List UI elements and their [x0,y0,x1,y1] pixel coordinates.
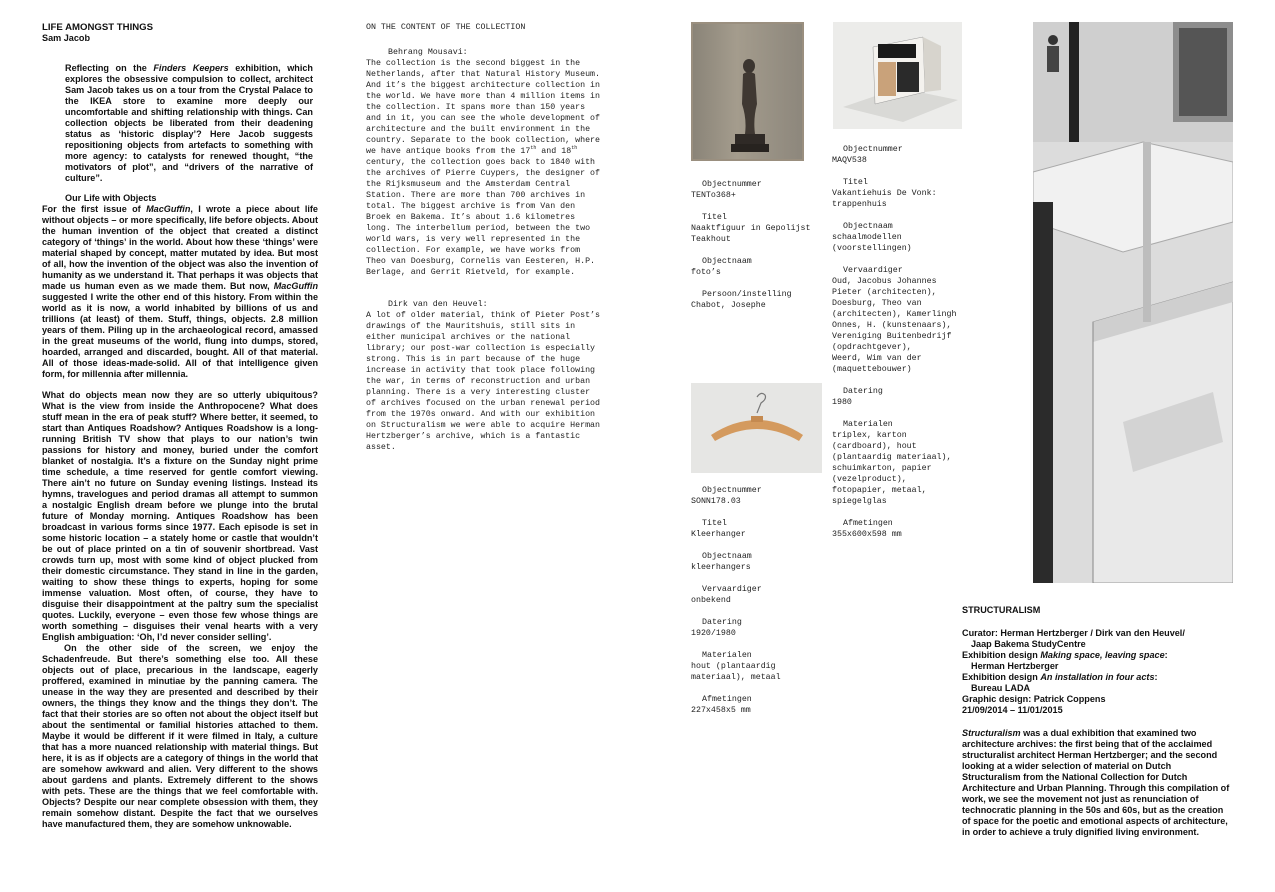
curator-line-cont: Jaap Bakema StudyCentre [971,639,1086,649]
article-intro [65,63,313,184]
design1-prefix: Exhibition design [962,650,1041,660]
design-line-1 [962,650,1232,661]
cat-value: TENTo368+ [691,191,736,200]
catalogue-item-2 [691,474,826,716]
exhibition-figure [1033,22,1233,583]
curator-line: Curator: Herman Hertzberger / Dirk van den Heuvel/ [962,628,1185,638]
cat-label: Titel [702,213,727,222]
description-text: was a dual exhibition that examined two architecture archives: the first being that of the acclaimed structuralist architect Herman Hertzberger; and the second looking at a wider selection of material on Dutch Structuralism from the National Collection for Dutch Architecture and Urban Planning. Through this compilation of work, we see the movement not just as renunciation of technocratic planning in the 50s and 60s, but as the creation of space for the poetic and emotional aspects of architecture, in order to achieve a truly dignified living environment. [962,728,1230,837]
article-title: LIFE AMONGST THINGS [42,22,154,33]
sculpture-photo [691,22,804,161]
cat-value: hout (plantaardig materiaal), metaal [691,662,781,682]
intro-text-rest: exhibition, which explores the obsessive compulsion to collect, architect Sam Jacob takes us on a tour from the Crystal Palace to the IKEA store to examine more deeply our uncomfortable and shifting relationship with things. Can collection objects be liberated from their deadening status as ‘historic display’? Here Jacob suggests repositioning objects from artefacts to something with more agency: to catalysts for renewed thought, “the motivators of plot”, and “drivers of the narrative of culture”. [65,63,313,183]
article-column [42,22,318,830]
cat-label: Titel [702,519,727,528]
cat-value: MAQV538 [832,156,867,165]
graphic-design-line: Graphic design: Patrick Coppens [962,694,1106,704]
cat3-field-4 [832,265,977,375]
cat-value: schaalmodellen (voorstellingen) [832,233,912,253]
answer1-text-c: century, the collection goes back to 1840 with the archives of Pierre Cuypers, the designer of the Rijksmuseum and the Amsterdam Central Station. There are more than 700 archives in total. The biggest archive is from Van den Broek en Bakema. It’s about 1.6 kilometres long. The interbellum period, between the two world wars, is very well represented in the collection. For example, we have works from Theo van Doesburg, Cornelis van Eesteren, H.P. Berlage, and Gerrit Rietveld, for example. [366,147,605,277]
cat-label: Vervaardiger [702,585,762,594]
cat2-field-6 [691,650,826,683]
p1-text-c: suggested I write the other end of this history. From within the world as it is now, a world inhabited by billions of us and trillions (at least) of them. Stuff, things, objects. 2.8 million years of them. Piling up in the archaeological record, amassed in the great museums of the world, flung into dumps, stored, hoarded, arranged and discarded, bought. All of that material. All of those ideas-made-solid. All of that intelligence given form, for millennia after millennia. [42,292,318,379]
speaker-2: Dirk van den Heuvel: [388,300,488,309]
cat-value: Oud, Jacobus Johannes Pieter (architecten), Doesburg, Theo van (architecten), Kamerlingh Onnes, H. (kunstenaars), Vereniging Buitenbedrijf (opdrachtgever), Weerd, Wim van der (maquettebouwer) [832,277,957,374]
speaker-1: Behrang Mousavi: [388,48,468,57]
cat3-field-7 [832,518,977,540]
intro-emphasis: Finders Keepers [153,63,229,73]
cat-label: Objectnaam [702,257,752,266]
cat-value: Chabot, Josephe [691,301,766,310]
cat1-field-4 [691,289,826,311]
cat-value: Vakantiehuis De Vonk: trappenhuis [832,189,937,209]
answer1-text-b: and 18 [536,147,572,156]
p1-text-a: For the first issue of [42,204,147,214]
design2-prefix: Exhibition design [962,672,1041,682]
design-name-2: Bureau LADA [971,683,1031,693]
cat2-field-4 [691,584,826,606]
sup-th-2: th [571,145,578,152]
cat2-field-2 [691,518,826,540]
cat-value: Kleerhanger [691,530,746,539]
catalogue-item-1 [691,168,826,311]
cat-label: Objectnaam [843,222,893,231]
cat-label: Materialen [702,651,752,660]
article-author: Sam Jacob [42,33,91,43]
design-name-1: Herman Hertzberger [971,661,1059,671]
interview-answer-1 [366,58,605,278]
cat-value: triplex, karton (cardboard), hout (plantaardig materiaal), schuimkarton, papier (vezelproduct), fotopapier, metaal, spiegelglas [832,431,952,506]
architecture-model-photo [833,22,962,129]
cat1-field-3 [691,256,826,278]
cat3-field-5 [832,386,977,408]
design2-emphasis: An installation in four acts [1040,672,1155,682]
exhibition-title: STRUCTURALISM [962,605,1041,615]
sculpture-figure [693,24,804,161]
cat-label: Vervaardiger [843,266,903,275]
cat3-field-3 [832,221,977,254]
model-figure [833,22,962,129]
design1-emphasis: Making space, leaving space [1040,650,1165,660]
p1-emphasis-1: MacGuffin [146,204,191,214]
cat-label: Materialen [843,420,893,429]
cat-label: Objectnummer [843,145,903,154]
exhibition-dates: 21/09/2014 – 11/01/2015 [962,705,1063,715]
intro-text: Reflecting on the [65,63,154,73]
cat3-field-6 [832,419,977,507]
article-paragraph-3: On the other side of the screen, we enjoy the Schadenfreude. But there’s something else too. All these objects out of place, precarious in the landscape, eagerly proffered, examined in minutiae by the panning camera. The unease in the way they are presented and described by their owners, the things they know and the things they don’t. The fact that their stories are so often not about the object itself but about the sentimental or familial histories attached to them. Maybe it would be different if it were filmed in Italy, a culture that has a more nuanced relationship with material things. But here, it is as if objects are a category of things in the world that are somehow awkward and alien. Very different to the shows about gardens and plants. Extremely different to the shows with pets. These are the things that we feel comfortable with. Objects? Despite our near complete obsession with them, they remain somehow distant. Despite the fact that we ourselves have manufactured them, they are somehow unknowable. [42,643,318,829]
catalogue-item-3 [832,133,977,540]
cat2-field-7 [691,694,826,716]
hanger-figure [691,383,822,473]
cat2-field-3 [691,551,826,573]
article-paragraph-1 [42,204,318,380]
cat-value: 1920/1980 [691,629,736,638]
cat-label: Datering [843,387,883,396]
cat-label: Objectnummer [702,486,762,495]
cat-value: 1980 [832,398,852,407]
exhibition-description [962,728,1232,838]
design2-suffix: : [1154,672,1158,682]
exhibition-interior-photo [1033,22,1233,583]
cat-label: Objectnaam [702,552,752,561]
article-subheading: Our Life with Objects [65,193,157,203]
cat3-field-1 [832,144,977,166]
cat-value: kleerhangers [691,563,751,572]
cat-value: foto’s [691,268,721,277]
cat-label: Persoon/instelling [702,290,792,299]
interview-column [366,22,605,453]
cat1-field-2 [691,212,826,245]
cat-value: SONN178.03 [691,497,741,506]
clothes-hanger-photo [691,383,822,473]
cat-value: 355x600x598 mm [832,530,902,539]
p1-emphasis-2: MacGuffin [273,281,318,291]
cat-value: Naaktfiguur in Gepolijst Teakhout [691,224,811,244]
design-line-2 [962,672,1232,683]
p1-text-b: , I wrote a piece about life without objects – or more specifically, life before objects. About the human invention of the object that created a distinct category of ‘things’ in the world. About how these ‘things’ were material shaped by concept, matter mutated by idea. But most of all, how the invention of the object was also the invention of humanity as we understand it. That perhaps it was objects that made us human even as we made them. But now, [42,204,318,291]
cat-value: 227x458x5 mm [691,706,751,715]
cat2-field-1 [691,485,826,507]
cat-label: Afmetingen [843,519,893,528]
interview-answer-2: A lot of older material, think of Pieter Post’s drawings of the Mauritshuis, still sits in either municipal archives or the national library; our post-war collection is especially strong. This is in part because of the huge increase in activity that took place following the war, in terms of reconstruction and urban planning. There is a very interesting cluster of archives focused on the urban renewal period from the 1970s onward. And with our exhibition on Structuralism we were able to acquire Herman Hertzberger’s archive, which is a fantastic asset. [366,311,605,452]
answer1-text-a: The collection is the second biggest in the Netherlands, after that Natural History Museum. And it’s the biggest architecture collection in the world. We have more than 4 million items in the collection. It spans more than 150 years and in it, you can see the whole development of architecture and the built environment in the country. Separate to the book collection, where we have antique books from the 17 [366,59,605,156]
sup-th-1: th [530,145,537,152]
article-paragraph-2: What do objects mean now they are so utterly ubiquitous? What is the view from inside the Anthropocene? What does stuff mean in the era of peak stuff? Where better, it seemed, to start than Antiques Roadshow? Antiques Roadshow is a long-running British TV show that plays to our nation’s twin passions for history and money, buried under the comfort blanket of nostalgia. It’s a fixture on the Sunday night prime time schedule, a time reserved for gentle comfort viewing. There ain’t no future on Sunday evening listings. Instead its hymns, travelogues and period dramas all attempt to summon a nostalgic English dream before we plunge into the brutal future of Monday morning. Antiques Roadshow has been broadcast in various forms since 1977. Each episode is set in some historic location – a stately home or castle that wouldn’t be out of place printed on a tin of souvenir shortbread. Vast crowds turn up, most with some kind of object plucked from their domestic circumstance. They stand in line in the garden, waiting to show these things to experts, hoping for some immense valuation. Most often, of course, they have to disguise their disappointment at the paltry sum the specialist quotes. Luckily, everyone – even those few whose things are worth something – disguises their venal hearts with a very English ambiguation: ‘Oh, I’d never consider selling’. [42,390,318,642]
cat2-field-5 [691,617,826,639]
cat-label: Titel [843,178,868,187]
description-emphasis: Structuralism [962,728,1021,738]
cat-label: Afmetingen [702,695,752,704]
exhibition-info [962,605,1232,838]
cat-value: onbekend [691,596,731,605]
cat3-field-2 [832,177,977,210]
interview-heading: ON THE CONTENT OF THE COLLECTION [366,23,526,32]
design1-suffix: : [1164,650,1168,660]
cat-label: Objectnummer [702,180,762,189]
cat1-field-1 [691,179,826,201]
cat-label: Datering [702,618,742,627]
